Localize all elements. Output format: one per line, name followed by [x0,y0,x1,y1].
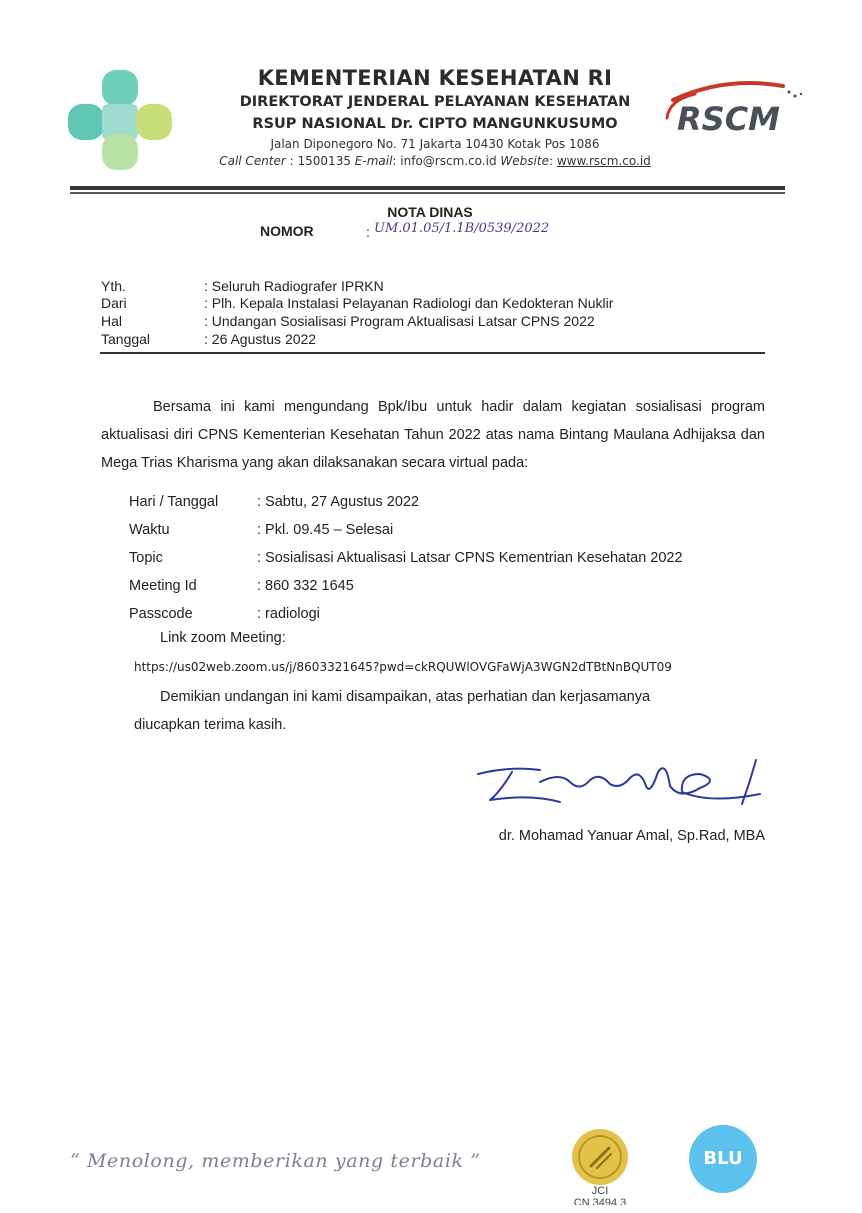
email-label: E-mail [354,154,393,168]
document-title: NOTA DINAS [387,204,473,220]
detail-value: : Sosialisasi Aktualisasi Latsar CPNS Kementrian Kesehatan 2022 [257,550,683,566]
nomor-colon: : [366,224,370,240]
detail-label: Waktu [129,522,170,538]
directorate-name: DIREKTORAT JENDERAL PELAYANAN KESEHATAN [239,94,631,110]
meta-value: : Seluruh Radiografer IPRKN [204,278,384,294]
nomor-value-handwritten: UM.01.05/1.1B/0539/2022 [374,221,550,236]
detail-value: : Sabtu, 27 Agustus 2022 [257,494,420,510]
meta-value: : 26 Agustus 2022 [204,331,317,347]
email-value: : info@rscm.co.id [392,154,497,168]
jci-code-text: CN 3494.3 [573,1197,627,1205]
jci-label-text: JCI [591,1185,609,1197]
hospital-address: Jalan Diponegoro No. 71 Jakarta 10430 Kotak Pos 1086 [270,137,600,151]
callcenter-label: Call Center [219,154,286,168]
hospital-name: RSUP NASIONAL Dr. CIPTO MANGUNKUSUMO [252,116,618,132]
detail-value: : radiologi [257,606,320,622]
signer-name: dr. Mohamad Yanuar Amal, Sp.Rad, MBA [498,828,765,844]
header-rule-thin [70,192,785,194]
closing-line-1: Demikian undangan ini kami disampaikan, atas perhatian dan kerjasamanya [160,689,651,705]
website-sep: : [548,154,553,168]
meta-value: : Plh. Kepala Instalasi Pelayanan Radiologi dan Kedokteran Nuklir [204,295,614,311]
meta-label: Yth. [101,278,126,294]
detail-value: : 860 332 1645 [257,578,354,594]
meta-label: Hal [101,313,123,329]
header-rule-thick [70,186,785,190]
signature-image [470,752,770,822]
jci-label [572,1185,628,1205]
callcenter-value: : 1500135 [289,154,351,168]
body-paragraph-text: Bersama ini kami mengundang Bpk/Ibu untuk hadir dalam kegiatan sosialisasi program aktualisasi diri CPNS Kementerian Kesehatan Tahun 2022 atas nama Bintang Maulana Adhijaksa dan Mega Trias Kharisma yang akan dilaksanakan secara virtual pada: [101,399,765,471]
rscm-logo [655,78,805,140]
meta-divider [100,352,765,354]
rscm-logo-text: RSCM [677,100,781,138]
meta-value: : Undangan Sosialisasi Program Aktualisasi Latsar CPNS 2022 [204,313,595,329]
website-label: Website [500,154,549,168]
website-link[interactable]: www.rscm.co.id [556,154,651,168]
detail-label: Topic [129,550,163,566]
body-paragraph [101,393,765,477]
ministry-name: KEMENTERIAN KESEHATAN RI [257,66,613,90]
detail-label: Hari / Tanggal [129,494,219,510]
meta-label: Tanggal [101,331,151,347]
footer-motto: “ Menolong, memberikan yang terbaik ” [70,1150,481,1172]
meta-label: Dari [101,295,127,311]
hospital-contacts [185,154,685,168]
nomor-label: NOMOR [260,223,314,239]
blu-logo-text: BLU [703,1148,743,1169]
kemenkes-logo [68,70,172,170]
jci-seal-icon [571,1128,629,1186]
closing-line-2: diucapkan terima kasih. [134,717,287,733]
detail-label: Passcode [129,606,193,622]
zoom-link-label: Link zoom Meeting: [160,630,286,646]
detail-value: : Pkl. 09.45 – Selesai [257,522,394,538]
detail-label: Meeting Id [129,578,197,594]
zoom-link-url[interactable]: https://us02web.zoom.us/j/8603321645?pwd=ckRQUWlOVGFaWjA3WGN2dTBtNnBQUT09 [134,660,672,674]
blu-logo [688,1124,758,1194]
